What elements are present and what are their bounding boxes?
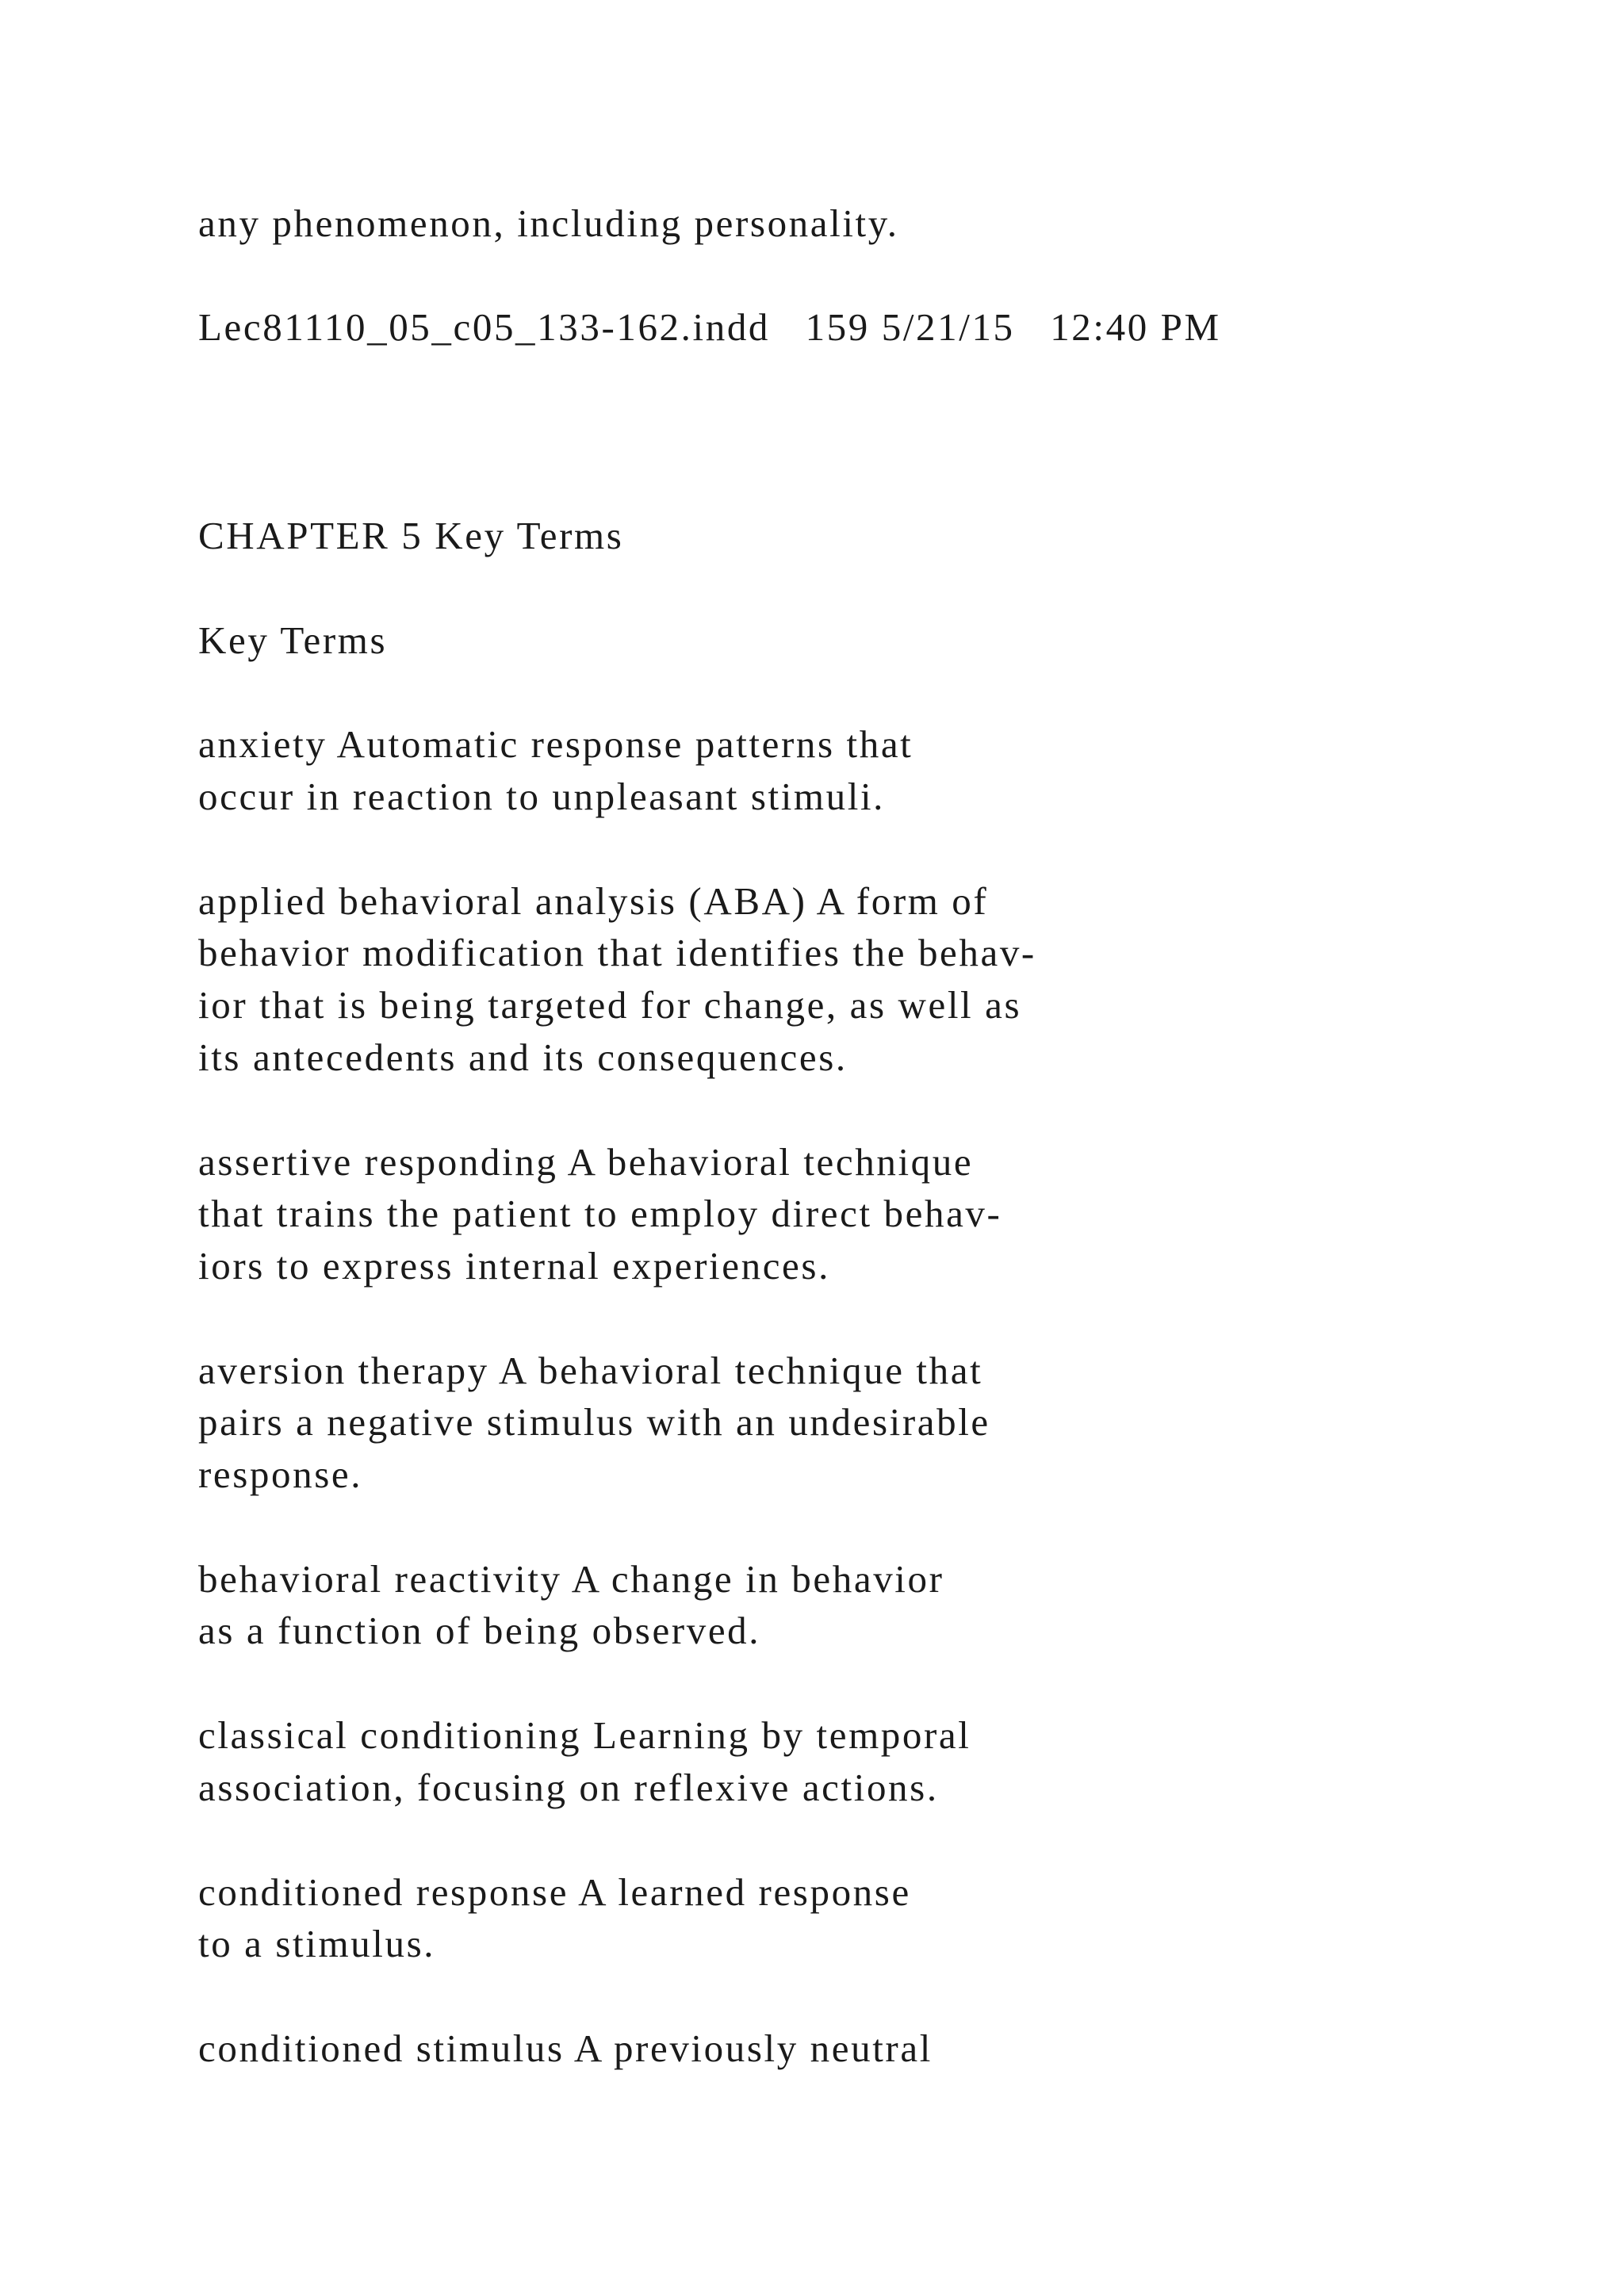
term-line: anxiety Automatic response patterns that <box>198 722 914 766</box>
term-line: to a stimulus. <box>198 1922 436 1965</box>
file-info-line: Lec81110_05_c05_133-162.indd 159 5/21/15 12:40 PM <box>198 305 1221 349</box>
text-line: any phenomenon, including personality. <box>198 201 899 245</box>
term-line: conditioned stimulus A previously neutral <box>198 2026 933 2070</box>
section-heading: Key Terms <box>198 618 388 662</box>
term-line: that trains the patient to employ direct behav- <box>198 1192 1002 1235</box>
chapter-heading: CHAPTER 5 Key Terms <box>198 514 624 557</box>
term-line: behavioral reactivity A change in behavior <box>198 1557 944 1601</box>
term-line: assertive responding A behavioral technique <box>198 1140 974 1184</box>
term-line: iors to express internal experiences. <box>198 1244 830 1288</box>
term-line: aversion therapy A behavioral technique that <box>198 1349 983 1392</box>
term-line: classical conditioning Learning by temporal <box>198 1713 971 1757</box>
term-line: pairs a negative stimulus with an undesirable <box>198 1400 990 1444</box>
term-line: conditioned response A learned response <box>198 1870 911 1914</box>
term-line: applied behavioral analysis (ABA) A form of <box>198 879 989 923</box>
term-line: as a function of being observed. <box>198 1609 761 1652</box>
term-line: behavior modification that identifies the behav- <box>198 931 1036 974</box>
term-line: occur in reaction to unpleasant stimuli. <box>198 775 886 818</box>
term-line: association, focusing on reflexive actions. <box>198 1766 939 1809</box>
term-line: ior that is being targeted for change, as well as <box>198 983 1022 1027</box>
term-line: response. <box>198 1452 363 1496</box>
term-line: its antecedents and its consequences. <box>198 1035 848 1079</box>
